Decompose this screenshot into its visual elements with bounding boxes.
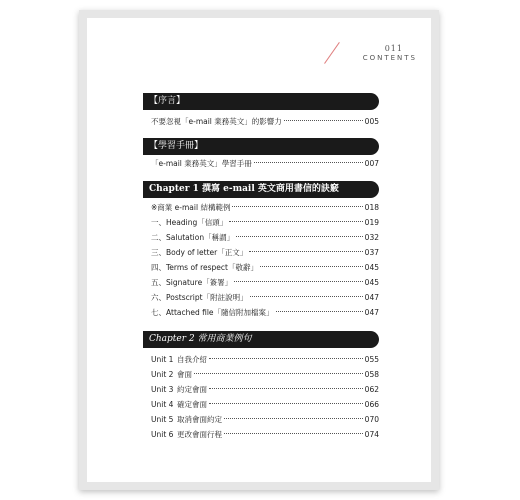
toc-entry-page: 047 (364, 308, 379, 317)
toc-entry (151, 247, 379, 259)
page-header (363, 44, 417, 62)
toc-entry-title: 三、Body of letter「正文」 (151, 248, 248, 257)
dot-leader (229, 221, 362, 222)
toc-entry-unit: Unit 3 (151, 385, 174, 394)
toc-entry-page: 032 (364, 233, 379, 242)
toc-entry (151, 429, 379, 441)
toc-entry (151, 158, 379, 170)
toc-entry-title: 六、Postscript「附註說明」 (151, 293, 248, 302)
toc-entry-page: 066 (364, 400, 379, 409)
toc-entry (151, 202, 379, 214)
toc-entry-title: 「e-mail 業務英文」學習手冊 (151, 159, 252, 168)
dot-leader (254, 162, 363, 163)
toc-entry-page: 019 (364, 218, 379, 227)
dot-leader (276, 311, 363, 312)
toc-entry (151, 232, 379, 244)
toc-entry-title: 確定會面 (177, 400, 207, 409)
toc-entry-unit: Unit 1 (151, 355, 174, 364)
section-heading-preface: 【序言】 (143, 93, 379, 110)
toc-entry (151, 384, 379, 396)
toc-entry-title: 不要忽視「e-mail 業務英文」的影響力 (151, 117, 282, 126)
toc-entry-title: 會面 (177, 370, 192, 379)
toc-entry-page: 058 (364, 370, 379, 379)
toc-entry-title: 自我介紹 (177, 355, 207, 364)
dot-leader (209, 388, 363, 389)
toc-entry-page: 045 (364, 278, 379, 287)
toc-entry-title: 一、Heading「信頭」 (151, 218, 228, 227)
toc-entry-page: 055 (364, 355, 379, 364)
toc-entry-page: 037 (364, 248, 379, 257)
toc-entry-page: 007 (364, 159, 379, 168)
dot-leader (250, 296, 363, 297)
toc-entry-page: 062 (364, 385, 379, 394)
toc-entry (151, 414, 379, 426)
dot-leader (232, 206, 362, 207)
dot-leader (249, 251, 362, 252)
dot-leader (209, 358, 363, 359)
toc-entry (151, 354, 379, 366)
toc-entry-page: 018 (364, 203, 379, 212)
dot-leader (284, 120, 363, 121)
section-heading-handbook: 【學習手冊】 (143, 138, 379, 155)
toc-entry-unit: Unit 6 (151, 430, 174, 439)
dot-leader (224, 433, 363, 434)
toc-entry-page: 074 (364, 430, 379, 439)
dot-leader (236, 236, 363, 237)
page-frame (79, 10, 439, 490)
toc-entry-title: 約定會面 (177, 385, 207, 394)
toc-entry-title: ※商業 e-mail 結構範例 (151, 203, 231, 212)
dot-leader (234, 281, 362, 282)
dot-leader (209, 403, 363, 404)
toc-entry (151, 262, 379, 274)
toc-entry-title: 更改會面行程 (177, 430, 222, 439)
toc-entry (151, 277, 379, 289)
toc-entry (151, 399, 379, 411)
toc-entry-unit: Unit 4 (151, 400, 174, 409)
toc-entry-title: 四、Terms of respect「敬辭」 (151, 263, 258, 272)
toc-entry-page: 005 (364, 117, 379, 126)
dot-leader (260, 266, 363, 267)
header-slash (324, 42, 340, 64)
toc-entry-title: 取消會面約定 (177, 415, 222, 424)
contents-label: CONTENTS (362, 54, 417, 62)
dot-leader (224, 418, 363, 419)
toc-entry-page: 045 (364, 263, 379, 272)
toc-entry-title: 七、Attached file「隨信附加檔案」 (151, 308, 274, 317)
section-heading-chapter-2: Chapter 2 常用商業例句 (143, 331, 379, 348)
toc-entry (151, 217, 379, 229)
section-heading-chapter-1: Chapter 1 撰寫 e-mail 英文商用書信的訣竅 (143, 181, 379, 198)
toc-entry (151, 116, 379, 128)
toc-entry-page: 070 (364, 415, 379, 424)
toc-entry (151, 369, 379, 381)
toc-entry-title: 二、Salutation「稱謂」 (151, 233, 235, 242)
dot-leader (194, 373, 363, 374)
toc-entry-unit: Unit 2 (151, 370, 174, 379)
toc-entry-title: 五、Signature「簽署」 (151, 278, 233, 287)
page-number: 011 (384, 44, 403, 53)
toc-entry-unit: Unit 5 (151, 415, 174, 424)
toc-entry (151, 292, 379, 304)
toc-entry-page: 047 (364, 293, 379, 302)
book-page (87, 18, 431, 482)
toc-entry (151, 307, 379, 319)
